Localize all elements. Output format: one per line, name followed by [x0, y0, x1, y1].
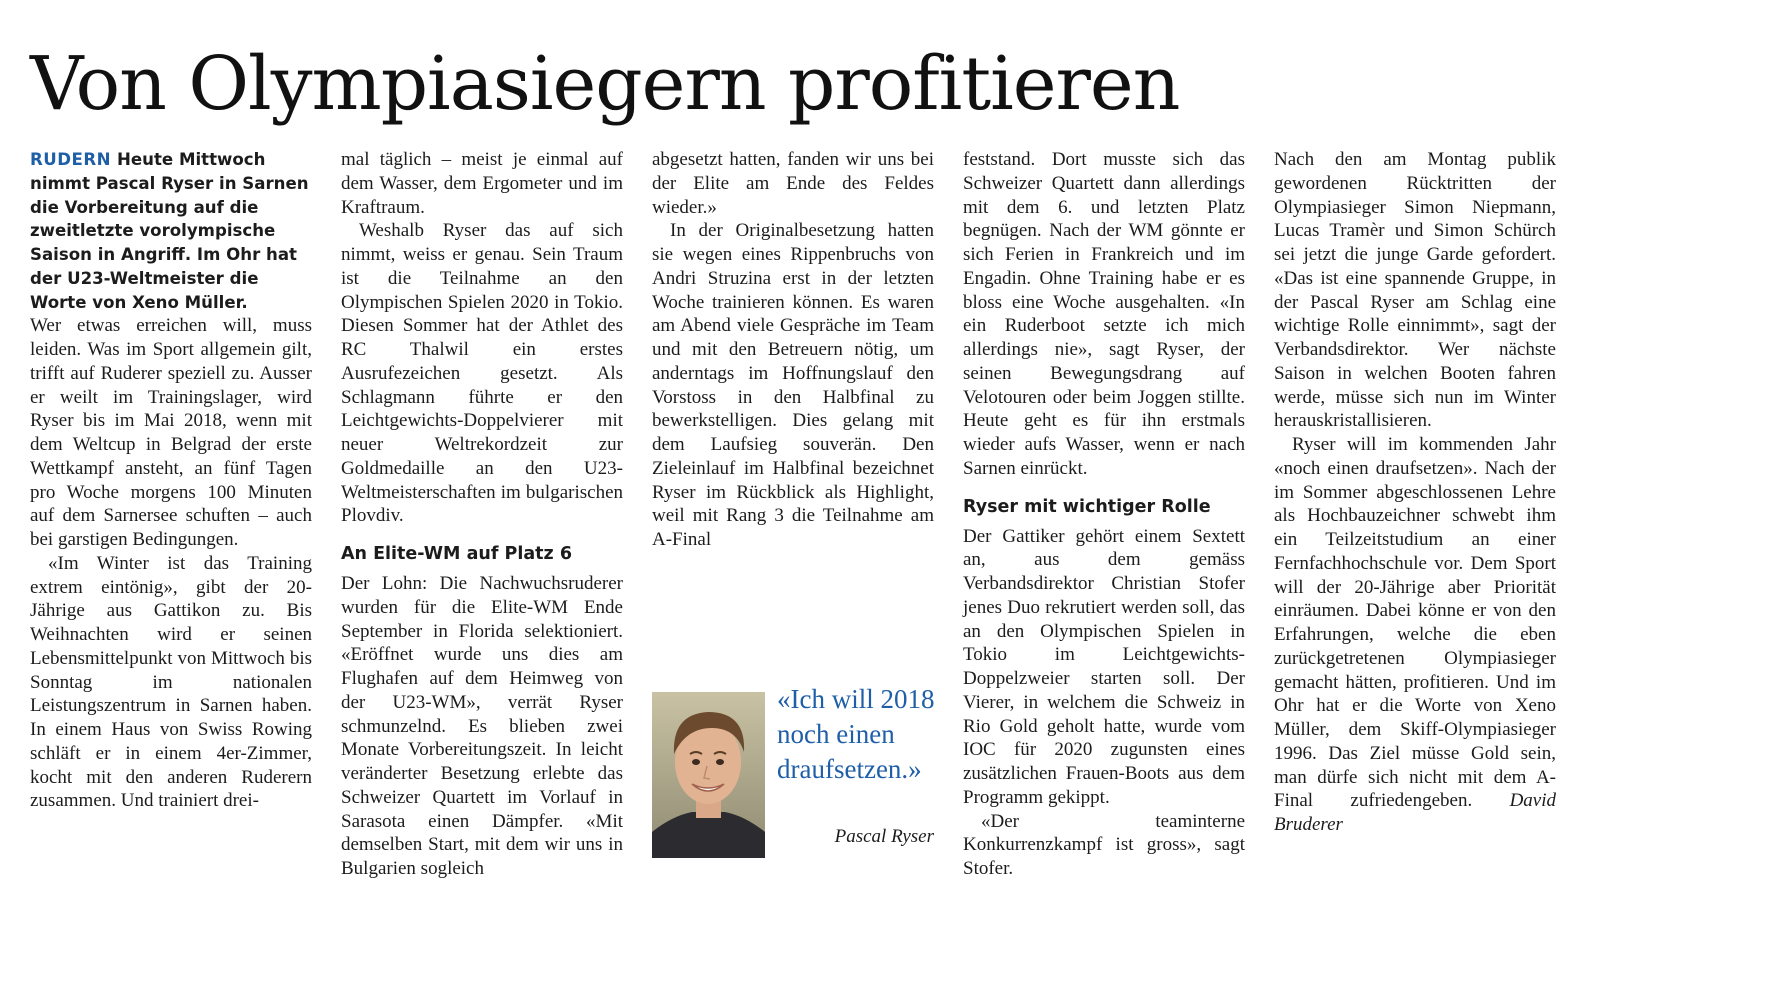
body-paragraph: [1274, 433, 1556, 837]
column-5: [1274, 148, 1556, 837]
body-paragraph: «Der teaminterne Konkurrenzkampf ist gross», sagt Stofer.: [963, 810, 1245, 879]
column-4: [963, 148, 1245, 881]
body-paragraph: Nach den am Montag publik gewordenen Rücktritten der Olympiasieger Simon Niepmann, Lucas Tramèr und Simon Schürch sei jetzt die junge Garde gefordert. «Das ist eine spannende Gruppe, in der Pascal Ryser am Schlag eine wichtige Rolle einnimmt», sagt der Verbandsdirektor. Wer nächste Saison in welchen Booten fahren werde, müsse sich nun im Winter herauskristallisieren.: [1274, 149, 1556, 432]
portrait-illustration: [652, 692, 765, 858]
body-paragraph: In der Originalbesetzung hatten sie wegen eines Rippenbruchs von Andri Struzina erst in der letzten Woche trainieren können. Es waren am Abend viele Gespräche im Team und mit den Betreuern nötig, um anderntags im Hoffnungslauf den Vorstoss in den Halbfinal zu bewerkstelligen. Dies gelang mit dem Laufsieg souverän. Den Zieleinlauf im Halbfinal bezeichnet Ryser im Rückblick als Highlight, weil mit Rang 3 die Teilnahme am A-Final: [652, 220, 934, 550]
column-2: [341, 148, 623, 881]
quote-author: Pascal Ryser: [834, 826, 934, 847]
lead-text: Heute Mittwoch nimmt Pascal Ryser in Sarnen die Vorbereitung auf die zweitletzte vorolympische Saison in Angriff. Im Ohr hat der U23-Weltmeister die Worte von Xeno Müller.: [30, 150, 309, 312]
headline: Von Olympiasiegern profitieren: [30, 41, 1180, 127]
closing-text: Ryser will im kommenden Jahr «noch einen draufsetzen». Nach der im Sommer abgeschlossenen Lehre als Hochbauzeichner schwebt ihm ein Teilzeitstudium an einer Fernfachhochschule vor. Dem Sport will der 20-Jährige aber Priorität einräumen. Dabei könne er von den Erfahrungen, welche die eben zurückgetretenen Olympiasieger gemacht hätten, profitieren. Und im Ohr hat er die Worte von Xeno Müller, dem Skiff-Olympiasieger 1996. Das Ziel müsse Gold sein, man dürfe sich nicht mit dem A-Final zufriedengeben.: [1274, 434, 1556, 812]
body-paragraph: Weshalb Ryser das auf sich nimmt, weiss er genau. Sein Traum ist die Teilnahme an den Olympischen Spielen 2020 in Tokio. Diesen Sommer hat der Athlet des RC Thalwil ein erstes Ausrufezeichen gesetzt. Als Schlagmann führte er den Leichtgewichts-Doppelvierer mit neuer Weltrekordzeit zur Goldmedaille an den U23-Weltmeisterschaften im bulgarischen Plovdiv.: [341, 220, 623, 527]
column-1: [30, 148, 312, 813]
body-paragraph: Der Gattiker gehört einem Sextett an, aus dem gemäss Verbandsdirektor Christian Stofer jenes Duo rekrutiert werden soll, das an den Olympischen Spielen in Tokio im Leichtgewichts-Doppelzweier starten soll. Der Vierer, in welchem die Schweiz in Rio Gold geholt hatte, wurde vom IOC für 2020 zugunsten eines zusätzlichen Frauen-Boots aus dem Programm gekippt.: [963, 525, 1245, 808]
pull-quote: [652, 684, 935, 860]
quote-text: «Ich will 2018 noch einen draufsetzen.»: [777, 684, 935, 784]
portrait-photo: [652, 692, 765, 858]
body-paragraph: mal täglich – meist je einmal auf dem Wasser, dem Ergometer und im Kraftraum.: [341, 149, 623, 218]
kicker: RUDERN: [30, 150, 112, 169]
body-paragraph: feststand. Dort musste sich das Schweizer Quartett dann allerdings mit dem 6. und letzten Platz begnügen. Nach der WM gönnte er sich Ferien in Frankreich und im Engadin. Ohne Training habe er es bloss eine Woche ausgehalten. «In ein Ruderboot setzte ich mich allerdings nie», sagt Ryser, der seinen Bewegungsdrang auf Velotouren oder beim Joggen stillte. Heute geht es für ihn erstmals wieder aufs Wasser, wenn er nach Sarnen einrückt.: [963, 149, 1245, 479]
column-3: [652, 148, 934, 552]
subheading: An Elite-WM auf Platz 6: [341, 544, 572, 564]
lead-paragraph: [30, 148, 312, 314]
body-paragraph: abgesetzt hatten, fanden wir uns bei der Elite am Ende des Feldes wieder.»: [652, 149, 934, 218]
author-byline: David Bruderer: [1274, 790, 1556, 835]
body-paragraph: Der Lohn: Die Nachwuchsruderer wurden für die Elite-WM Ende September in Florida selektioniert. «Eröffnet wurde uns dies am Flughafen auf dem Heimweg von der U23-WM», verrät Ryser schmunzelnd. Es blieben zwei Monate Vorbereitungszeit. In leicht veränderter Besetzung erlebte das Schweizer Quartett im Vorlauf in Sarasota einen Dämpfer. «Mit demselben Start, mit dem wir uns in Bulgarien sogleich: [341, 573, 623, 879]
body-paragraph: «Im Winter ist das Training extrem eintönig», gibt der 20-Jährige aus Gattikon zu. Bis Weihnachten wird er seinen Lebensmittelpunkt von Mittwoch bis Sonntag im nationalen Leistungszentrum in Sarnen haben. In einem Haus von Swiss Rowing schläft er in einem 4er-Zimmer, kocht mit den anderen Ruderern zusammen. Und trainiert drei-: [30, 552, 312, 812]
body-paragraph: Wer etwas erreichen will, muss leiden. Was im Sport allgemein gilt, trifft auf Ruderer speziell zu. Ausser er weilt im Trainingslager, wird Ryser bis im Mai 2018, wenn mit dem Weltcup in Belgrad der erste Wettkampf ansteht, an fünf Tagen pro Woche morgens 100 Minuten auf dem Sarnersee schuften – auch bei garstigen Bedingungen.: [30, 315, 312, 550]
subheading: Ryser mit wichtiger Rolle: [963, 496, 1211, 517]
